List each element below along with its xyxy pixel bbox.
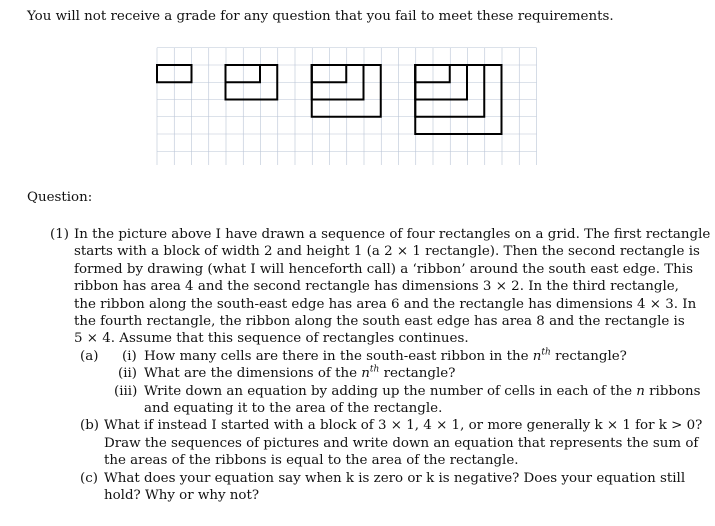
part-a-iii-line-2: and equating it to the area of the rectangle. [144,401,443,416]
q1-line-6: the fourth rectangle, the ribbon along the south east edge has area 8 and the rectangle is [74,314,685,329]
q1-line-7: 5 × 4. Assume that this sequence of rectangles continues. [74,331,469,347]
requirements-note: You will not receive a grade for any question that you fail to meet these requirements. [27,9,614,24]
part-b-line-3: the areas of the ribbons is equal to the area of the rectangle. [104,453,519,469]
part-a-iii-line-1: Write down an equation by adding up the number of cells in each of the n ribbons [144,383,701,399]
part-a-iii-label: (iii) [114,383,138,399]
part-b-label: (b) [80,418,100,434]
q1-line-1: In the picture above I have drawn a sequence of four rectangles on a grid. The first rectangle [74,227,711,242]
part-c-label: (c) [80,470,98,486]
q1-line-5: the ribbon along the south-east edge has area 6 and the rectangle has dimensions 4 × 3. In [74,296,697,312]
rectangle-3 [312,65,381,117]
q1-line-3: formed by drawing (what I will henceforth call) a ‘ribbon’ around the south east edge. This [74,261,693,277]
part-a-ii-text: What are the dimensions of the $n^{th}$ rectangle? [144,364,456,382]
question-1-number: (1) [50,227,69,242]
part-b-line-1: What if instead I started with a block of 3 × 1, 4 × 1, or more generally k × 1 for k > 0? [104,418,703,434]
q1-line-4: ribbon has area 4 and the second rectangle has dimensions 3 × 2. In the third rectangle, [74,279,679,295]
part-a-label: (a) [80,348,99,364]
part-c-line-1: What does your equation say when k is zero or k is negative? Does your equation still [104,470,686,486]
part-c-line-2: hold? Why or why not? [104,488,260,503]
part-a-i-label: (i) [122,348,137,364]
part-a-ii-label: (ii) [118,366,138,382]
question-heading: Question: [27,190,93,205]
part-b-line-2: Draw the sequences of pictures and write down an equation that represents the sum of [104,435,699,451]
rectangle-sequence-figure [150,45,550,165]
part-a-i-text: How many cells are there in the south-east ribbon in the $n^{th}$ rectangle? [144,347,627,364]
q1-line-2: starts with a block of width 2 and height 1 (a 2 × 1 rectangle). Then the second rectangle is [74,244,700,260]
